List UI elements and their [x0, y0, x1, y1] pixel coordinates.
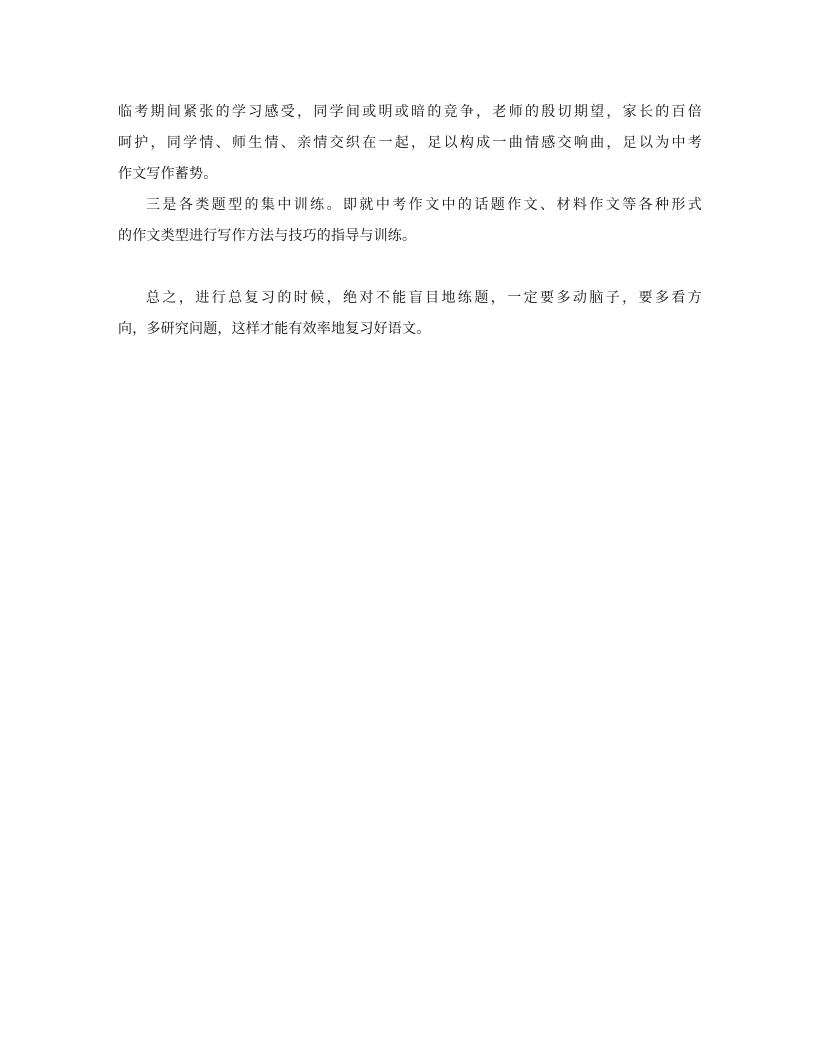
paragraph-line: 总之，进行总复习的时候，绝对不能盲目地练题，一定要多动脑子，要多看方: [146, 290, 702, 306]
document-body: [118, 97, 702, 345]
paragraph-conclusion: [118, 283, 702, 345]
paragraph-line: 作文写作蓄势。: [118, 166, 218, 182]
paragraph-spacer: [118, 252, 702, 283]
paragraph-line: 临考期间紧张的学习感受，同学间或明或暗的竞争，老师的殷切期望，家长的百倍: [118, 104, 702, 120]
paragraph-line: 呵护，同学情、师生情、亲情交织在一起，足以构成一曲情感交响曲，足以为中考: [118, 135, 702, 151]
paragraph-question-training: [118, 190, 702, 252]
paragraph-line: 三是各类题型的集中训练。即就中考作文中的话题作文、材料作文等各种形式: [146, 197, 702, 213]
paragraph-line: 向，多研究问题，这样才能有效率地复习好语文。: [118, 321, 431, 337]
paragraph-exam-emotions: [118, 97, 702, 190]
paragraph-line: 的作文类型进行写作方法与技巧的指导与训练。: [118, 228, 417, 244]
